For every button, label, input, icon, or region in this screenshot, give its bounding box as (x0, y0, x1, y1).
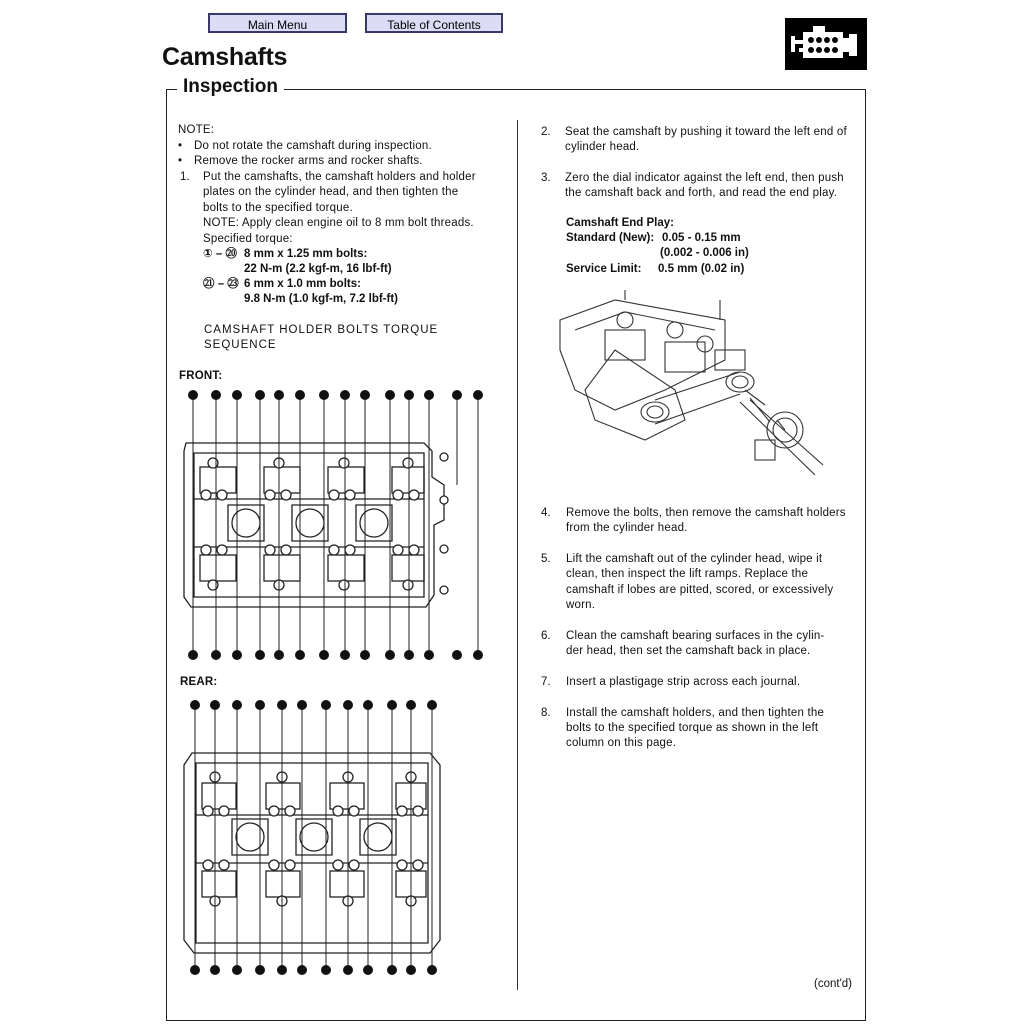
front-bolt-sequence-diagram (176, 385, 496, 665)
step-line: the camshaft back and forth, and read the end play. (565, 187, 838, 199)
rear-bolt-sequence-diagram (178, 695, 458, 980)
step-line: plates on the cylinder head, and then tighten the (203, 186, 459, 198)
step-line: Remove the bolts, then remove the camshaft holders (566, 507, 846, 519)
step-line: clean, then inspect the lift ramps. Replace the (566, 568, 809, 580)
service-limit-label: Service Limit: (566, 263, 642, 275)
step-number: 6. (541, 630, 551, 642)
bullet-mark: • (178, 140, 183, 152)
step-line: column on this page. (566, 737, 677, 749)
step-number: 5. (541, 553, 551, 565)
spec-label: Specified torque: (203, 233, 293, 245)
standard-value: 0.05 - 0.15 mm (662, 232, 741, 244)
page-title: Camshafts (162, 43, 288, 71)
service-limit-value: 0.5 mm (0.02 in) (658, 263, 745, 275)
step-line: Clean the camshaft bearing surfaces in the cylin- (566, 630, 825, 642)
spec1-range: ① – ⑳ (203, 248, 238, 260)
step-number: 2. (541, 126, 551, 138)
dial-indicator-illustration (555, 290, 825, 480)
step-line: bolts to the specified torque. (203, 202, 353, 214)
step-line: Install the camshaft holders, and then tighten the (566, 707, 825, 719)
step-line: worn. (566, 599, 596, 611)
spec2-label: 6 mm x 1.0 mm bolts: (244, 278, 361, 290)
bullet-mark: • (178, 155, 183, 167)
step-line: cylinder head. (565, 141, 640, 153)
bullet-item: Do not rotate the camshaft during inspection. (194, 140, 432, 152)
rear-label: REAR: (180, 676, 218, 688)
step-number: 3. (541, 172, 551, 184)
column-divider (517, 120, 518, 990)
standard-inch: (0.002 - 0.006 in) (660, 247, 749, 259)
end-play-heading: Camshaft End Play: (566, 217, 674, 229)
step-number: 8. (541, 707, 551, 719)
bullet-item: Remove the rocker arms and rocker shafts. (194, 155, 423, 167)
step-line: Seat the camshaft by pushing it toward the left end of (565, 126, 847, 138)
spec2-range: ㉑ – ㉓ (203, 278, 239, 290)
step-line: camshaft if lobes are pitted, scored, or excessively (566, 584, 834, 596)
note-heading: NOTE: (178, 124, 215, 136)
sequence-title: CAMSHAFT HOLDER BOLTS TORQUE (204, 324, 439, 336)
step-line: der head, then set the camshaft back in place. (566, 645, 811, 657)
engine-icon (785, 18, 867, 70)
spec2-value: 9.8 N-m (1.0 kgf-m, 7.2 lbf-ft) (244, 293, 398, 305)
spec1-label: 8 mm x 1.25 mm bolts: (244, 248, 368, 260)
step-line: from the cylinder head. (566, 522, 688, 534)
step-line: Insert a plastigage strip across each journal. (566, 676, 801, 688)
step-number: 4. (541, 507, 551, 519)
standard-label: Standard (New): (566, 232, 655, 244)
sequence-title: SEQUENCE (204, 339, 277, 351)
step-line: Put the camshafts, the camshaft holders and holder (203, 171, 476, 183)
step-line: Lift the camshaft out of the cylinder head, wipe it (566, 553, 823, 565)
table-of-contents-button[interactable]: Table of Contents (365, 13, 503, 33)
section-title: Inspection (177, 76, 284, 98)
step-number: 7. (541, 676, 551, 688)
front-label: FRONT: (179, 370, 223, 382)
step-line: bolts to the specified torque as shown in the left (566, 722, 819, 734)
spec1-value: 22 N-m (2.2 kgf-m, 16 lbf-ft) (244, 263, 392, 275)
step-line: Zero the dial indicator against the left end, then push (565, 172, 844, 184)
continued-label: (cont'd) (814, 978, 852, 990)
step-note: NOTE: Apply clean engine oil to 8 mm bolt threads. (203, 217, 474, 229)
step-number: 1. (180, 171, 190, 183)
main-menu-button[interactable]: Main Menu (208, 13, 347, 33)
